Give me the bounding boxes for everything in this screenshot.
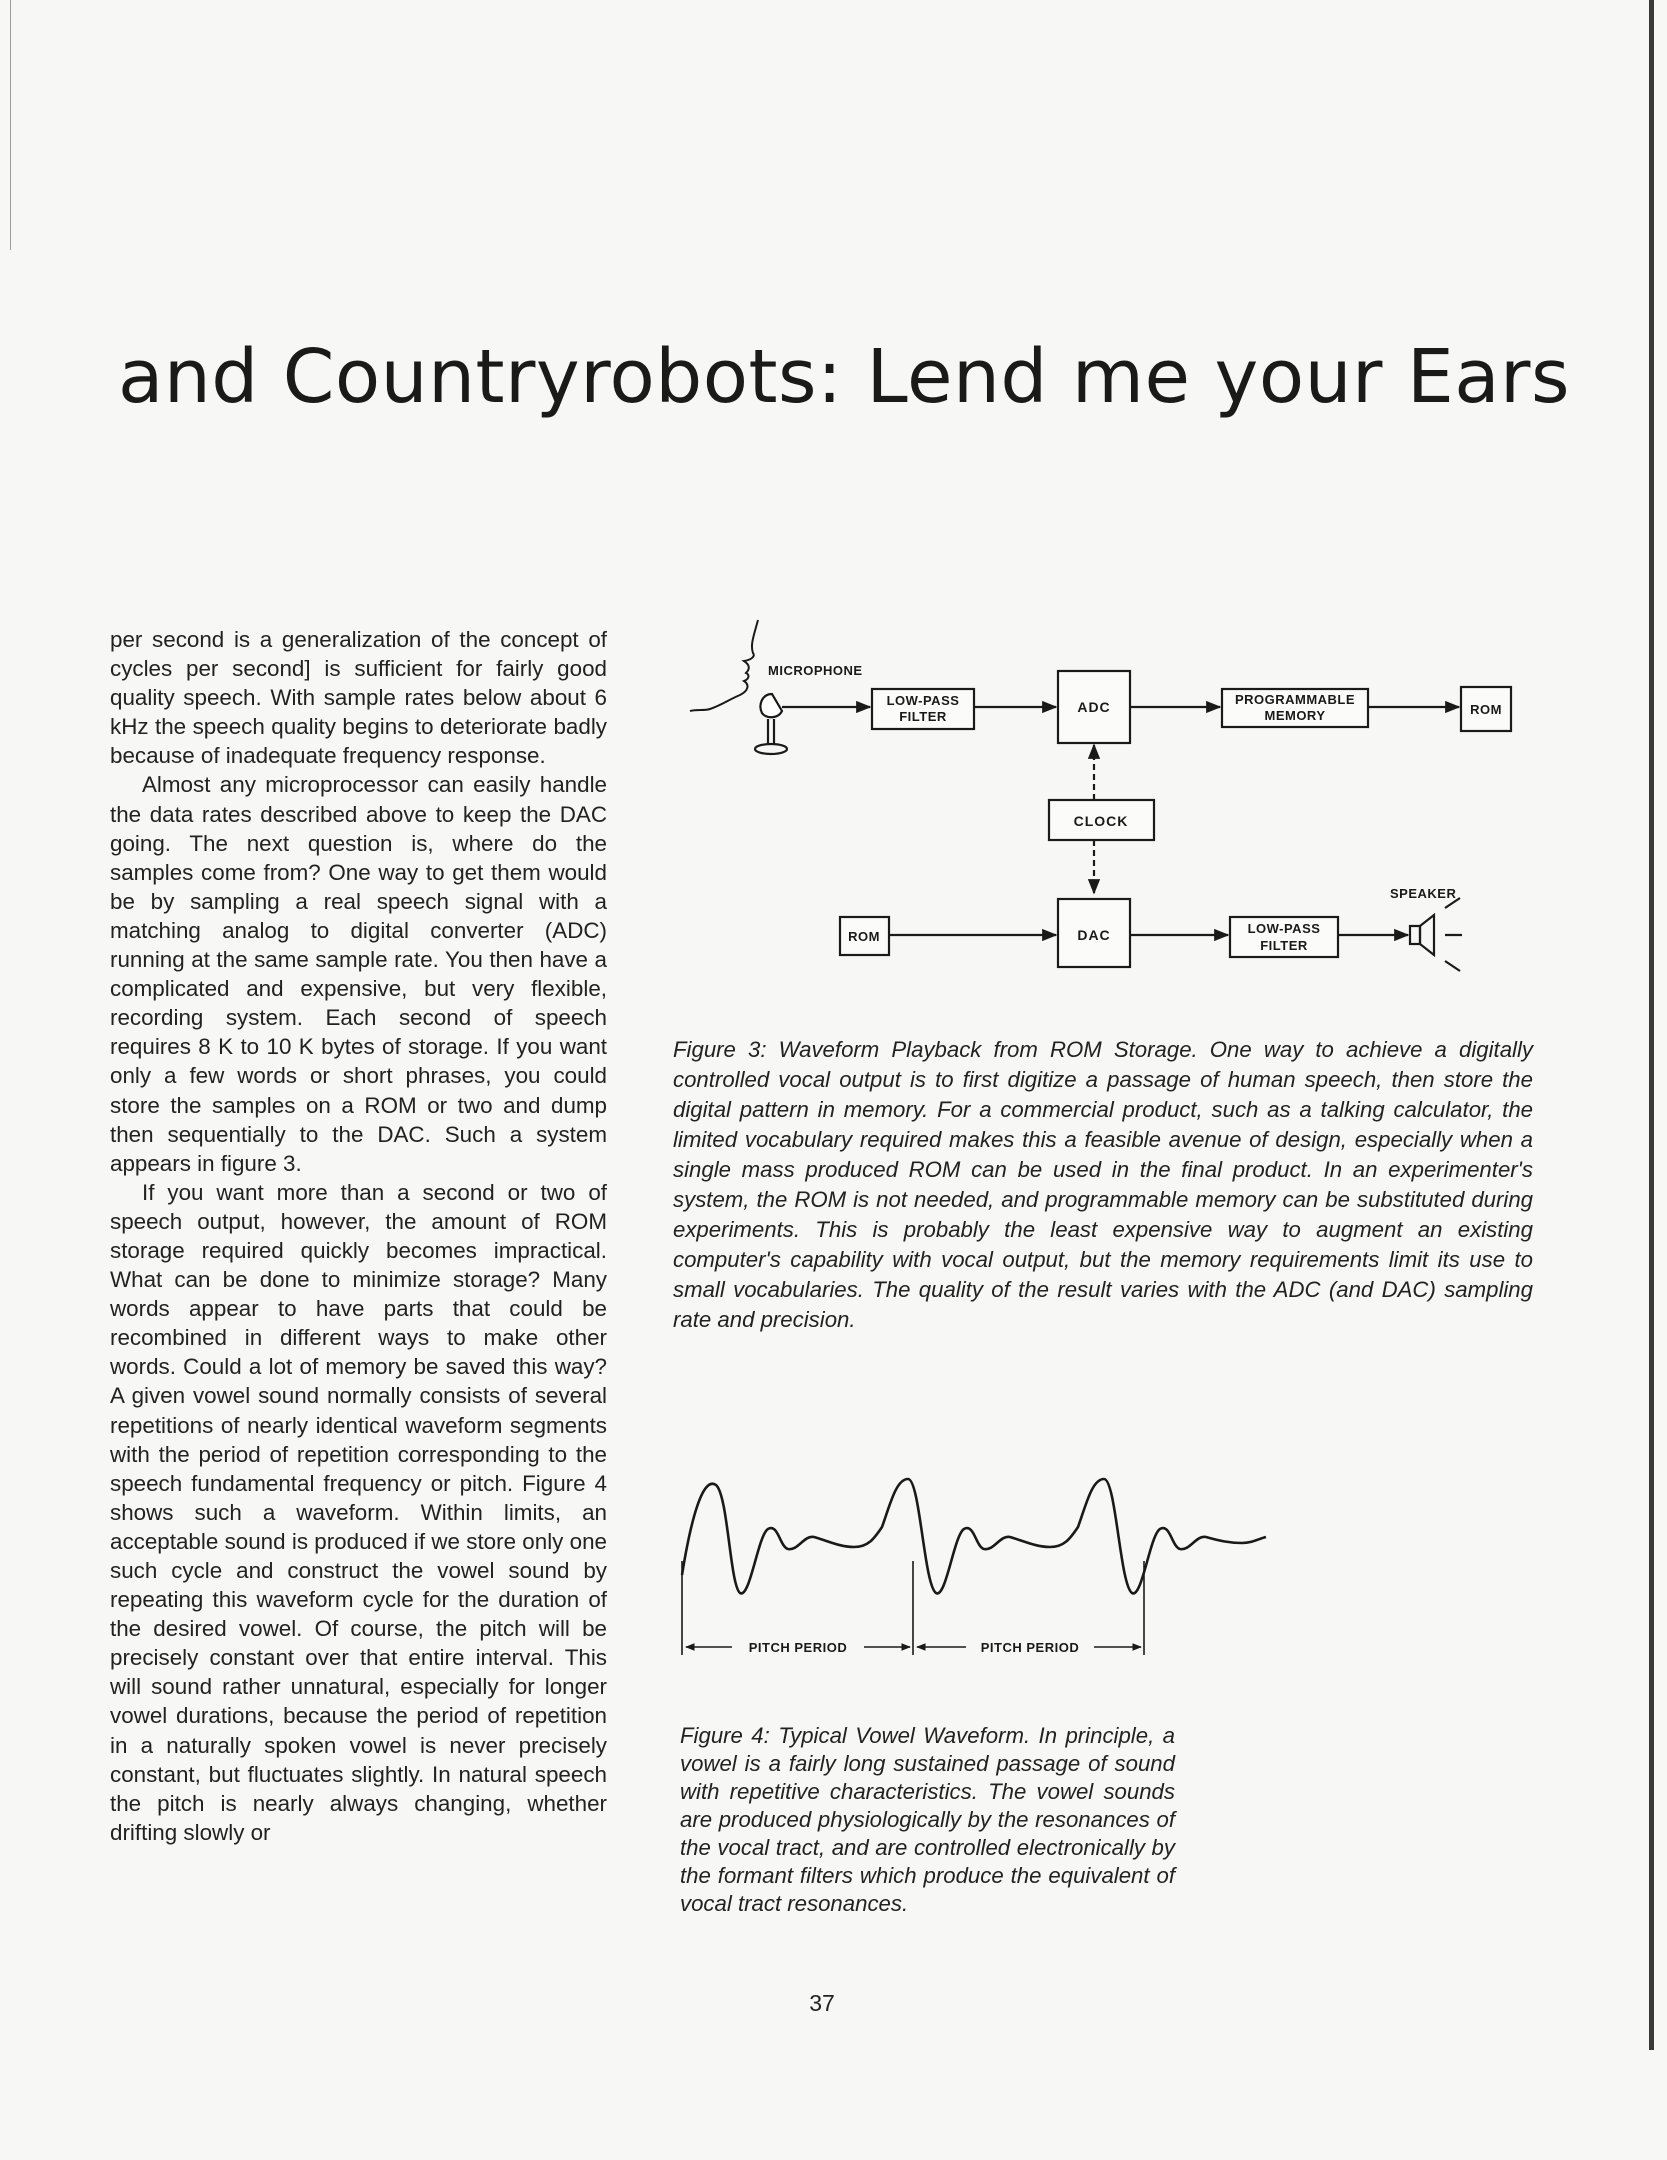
figure-3-block-diagram	[670, 615, 1550, 975]
body-paragraph-3: If you want more than a second or two of speech output, however, the amount of ROM storage required quickly becomes impractical. What can be done to minimize storage? Many words appear to have parts that could be recombined in different ways to make other words. Could a lot of memory be saved this way? A given vowel sound normally consists of several repetitions of nearly identical waveform segments with the period of repetition corresponding to the speech fundamental frequency or pitch. Figure 4 shows such a waveform. Within limits, an acceptable sound is produced if we store only one such cycle and construct the vowel sound by repeating this waveform cycle for the duration of the desired vowel. Of course, the pitch will be precisely constant over that entire interval. This will sound rather unnatural, especially for longer vowel durations, because the period of repetition in a naturally spoken vowel is never precisely constant, but fluctuates slightly. In natural speech the pitch is nearly always changing, whether drifting slowly or	[110, 1179, 607, 1845]
figure-4-vowel-waveform	[672, 1465, 1382, 1665]
lowpass-bottom-label-2: FILTER	[1260, 938, 1308, 953]
body-paragraph-2: Almost any microprocessor can easily handle the data rates described above to keep the DAC going. The next question is, where do the samples come from? One way to get them would be by sampling a real speech signal with a matching analog to digital converter (ADC) running at the same sample rate. You then have a complicated and expensive, but very flexible, recording system. Each second of speech requires 8 K to 10 K bytes of storage. If you want only a few words or short phrases, you could store the samples on a ROM or two and dump then sequentially to the DAC. Such a system appears in figure 3.	[110, 772, 607, 1176]
waveform-trace	[682, 1479, 1266, 1593]
pitch-period-label-2: PITCH PERIOD	[980, 1640, 1080, 1655]
microphone-icon	[755, 694, 787, 754]
figure-3-caption: Figure 3: Waveform Playback from ROM Storage. One way to achieve a digitally controlled vocal output is to first digitize a passage of human speech, then store the digital pattern in memory. For a commercial product, such as a talking calculator, the limited vocabulary required makes this a feasible avenue of design, especially when a single mass produced ROM can be used in the final product. In an experimenter's system, the ROM is not needed, and programmable memory can be substituted during experiments. This is probably the least expensive way to augment an existing computer's capability with vocal output, but the memory requirements limit its use to small vocabularies. The quality of the result varies with the ADC (and DAC) sampling rate and precision.	[673, 1037, 1533, 1332]
lowpass-top-label-1: LOW-PASS	[886, 693, 960, 708]
dac-label: DAC	[1077, 927, 1111, 943]
pitch-period-label-1: PITCH PERIOD	[748, 1640, 848, 1655]
programmable-memory-label-2: MEMORY	[1264, 708, 1326, 723]
speaker-icon	[1410, 898, 1462, 971]
programmable-memory-label-1: PROGRAMMABLE	[1234, 692, 1356, 707]
adc-label: ADC	[1077, 699, 1111, 715]
face-profile-icon	[690, 620, 758, 711]
microphone-label: MICROPHONE	[768, 663, 863, 678]
page-number: 37	[809, 1990, 835, 2016]
article-headline: and Countryrobots: Lend me your Ears	[118, 334, 1571, 420]
page-edge-left	[10, 0, 11, 250]
lowpass-bottom-label-1: LOW-PASS	[1247, 921, 1321, 936]
rom-left-label: ROM	[848, 929, 880, 944]
rom-right-label: ROM	[1470, 702, 1502, 717]
body-paragraph-1: per second is a generalization of the concept of cycles per second] is sufficient for fairly good quality speech. With sample rates below about 6 kHz the speech quality begins to deteriorate badly because of inadequate frequency response.	[110, 627, 607, 769]
figure-4-caption: Figure 4: Typical Vowel Waveform. In principle, a vowel is a fairly long sustained passage of sound with repetitive characteristics. The vowel sounds are produced physiologically by the resonances of the vocal tract, and are controlled electronically by the formant filters which produce the equivalent of vocal tract resonances.	[680, 1723, 1175, 1916]
body-column	[110, 625, 607, 1847]
speaker-label: SPEAKER	[1390, 886, 1457, 901]
lowpass-top-label-2: FILTER	[899, 709, 947, 724]
page-edge-right	[1649, 0, 1654, 2050]
clock-label: CLOCK	[1073, 813, 1129, 829]
